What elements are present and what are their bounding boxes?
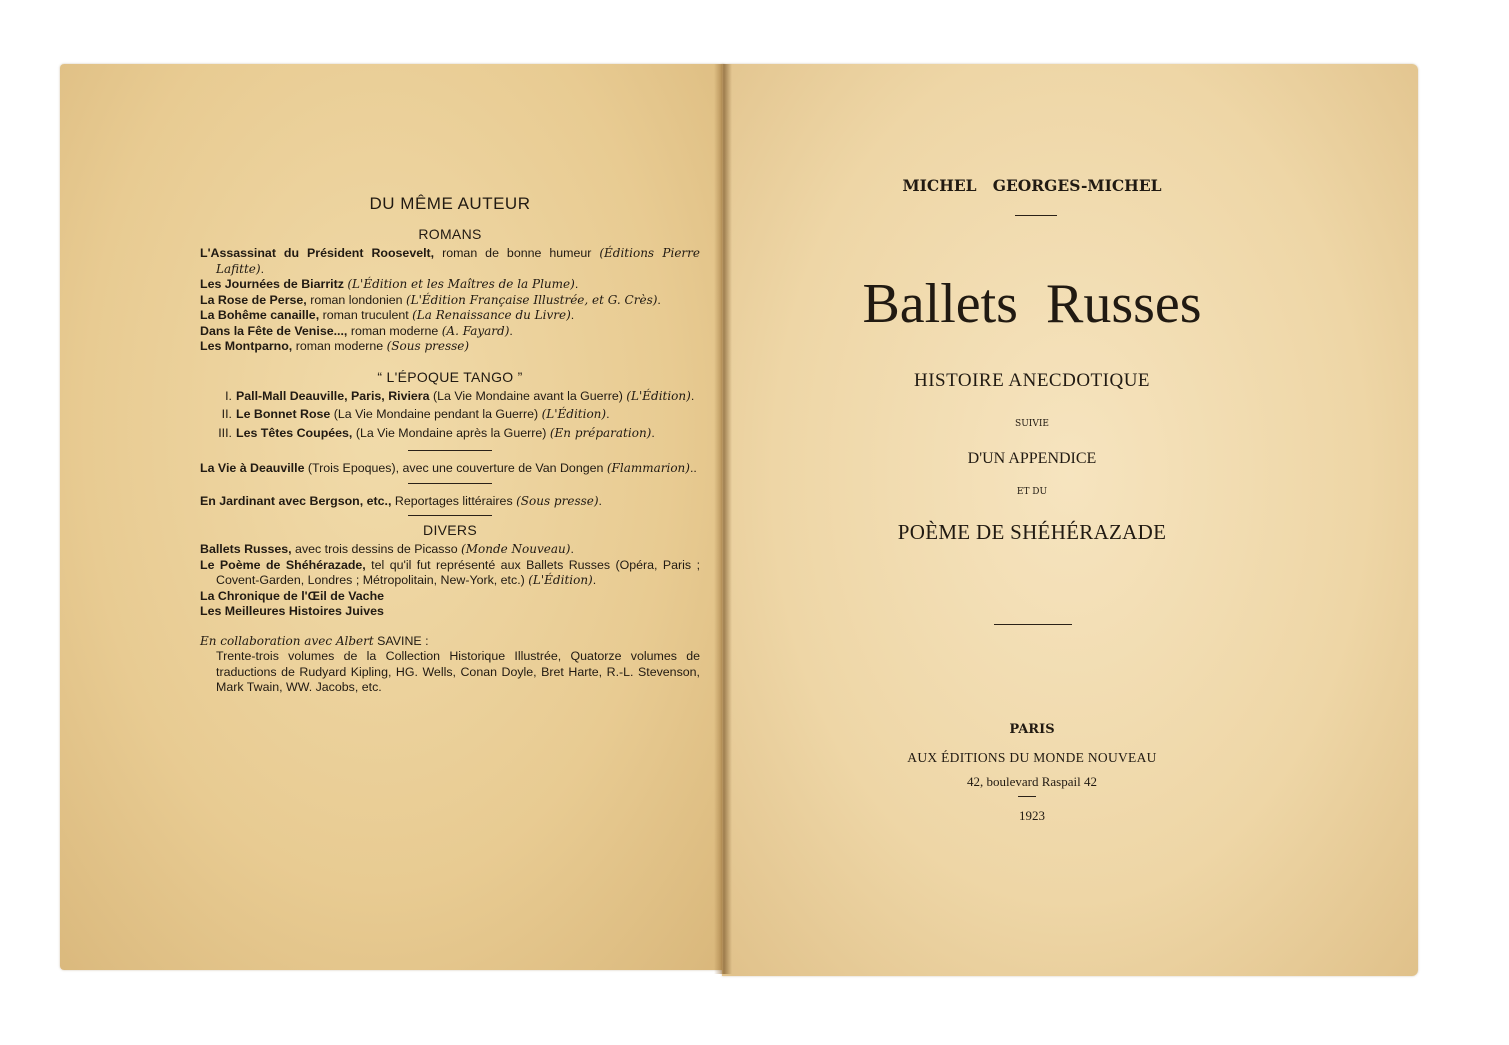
roman-entry: La Rose de Perse, roman londonien (L'Édition Française Illustrée, et G. Crès).	[200, 292, 661, 307]
poeme-title: POÈME DE SHÉHÉRAZADE	[897, 520, 1167, 544]
publisher: AUX ÉDITIONS DU MONDE NOUVEAU	[907, 750, 1157, 765]
city: PARIS	[1009, 722, 1055, 737]
divider	[1018, 796, 1036, 797]
deauville-entry: La Vie à Deauville (Trois Epoques), avec une couverture de Van Dongen (Flammarion)..	[200, 461, 697, 475]
epoque-tango-heading: “ L'ÉPOQUE TANGO ”	[377, 368, 523, 385]
roman-entry: Les Montparno, roman moderne (Sous presse)	[200, 339, 470, 353]
roman-entry: Dans la Fête de Venise..., roman moderne (A. Fayard).	[200, 323, 513, 338]
address: 42, boulevard Raspail 42	[967, 774, 1097, 789]
romans-heading: ROMANS	[418, 226, 482, 242]
book-gutter	[714, 64, 732, 974]
book-title: Ballets Russes	[862, 273, 1202, 335]
divider	[1015, 215, 1057, 216]
book-subtitle: HISTOIRE ANECDOTIQUE	[913, 370, 1151, 391]
du-meme-auteur-heading: DU MÊME AUTEUR	[369, 194, 531, 213]
roman-entry: L'Assassinat du Président Roosevelt, roman de bonne humeur (Éditions Pierre Lafitte).	[200, 246, 701, 276]
suivie-text: SUIVIE	[1015, 419, 1049, 429]
divers-list	[200, 542, 700, 620]
tango-entry: I. Pall-Mall Deauville, Paris, Riviera (La Vie Mondaine avant la Guerre) (L'Édition).	[225, 388, 695, 403]
romans-list	[200, 246, 700, 355]
bergson-entry: En Jardinant avec Bergson, etc., Reportages littéraires (Sous presse).	[200, 493, 602, 508]
divers-entry: La Chronique de l'Œil de Vache	[200, 588, 385, 603]
collaboration-text: Trente-trois volumes de la Collection Historique Illustrée, Quatorze volumes de traductions de Rudyard Kipling, HG. Wells, Conan Doyle, Bret Harte, R.-L. Stevenson, Mark Twain, WW. Jacobs, etc.	[216, 649, 700, 694]
et-du-text: ET DU	[1016, 487, 1048, 497]
author-name: MICHEL GEORGES-MICHEL	[902, 176, 1162, 195]
appendice-text: D'UN APPENDICE	[967, 450, 1097, 467]
divers-entry: Ballets Russes, avec trois dessins de Picasso (Monde Nouveau).	[200, 542, 574, 556]
divers-entry: Les Meilleures Histoires Juives	[200, 604, 384, 618]
collaboration-entry: En collaboration avec Albert SAVINE :	[200, 633, 429, 648]
left-page-content	[200, 128, 700, 696]
roman-entry: La Bohême canaille, roman truculent (La Renaissance du Livre).	[200, 308, 575, 322]
year: 1923	[1019, 808, 1045, 823]
divers-heading: DIVERS	[423, 522, 477, 538]
roman-entry: Les Journées de Biarritz (L'Édition et les Maîtres de la Plume).	[200, 277, 579, 291]
divider	[994, 624, 1072, 625]
tango-list	[200, 389, 700, 442]
left-page	[60, 64, 724, 970]
divers-entry: Le Poème de Shéhérazade, tel qu'il fut représenté aux Ballets Russes (Opéra, Paris ; Covent-Garden, Londres ; Métropolitain, New-York, etc.) (L'Édition).	[200, 557, 701, 587]
tango-entry: II. Le Bonnet Rose (La Vie Mondaine pendant la Guerre) (L'Édition).	[221, 407, 610, 421]
tango-entry: III. Les Têtes Coupées, (La Vie Mondaine après la Guerre) (En préparation).	[218, 425, 655, 440]
